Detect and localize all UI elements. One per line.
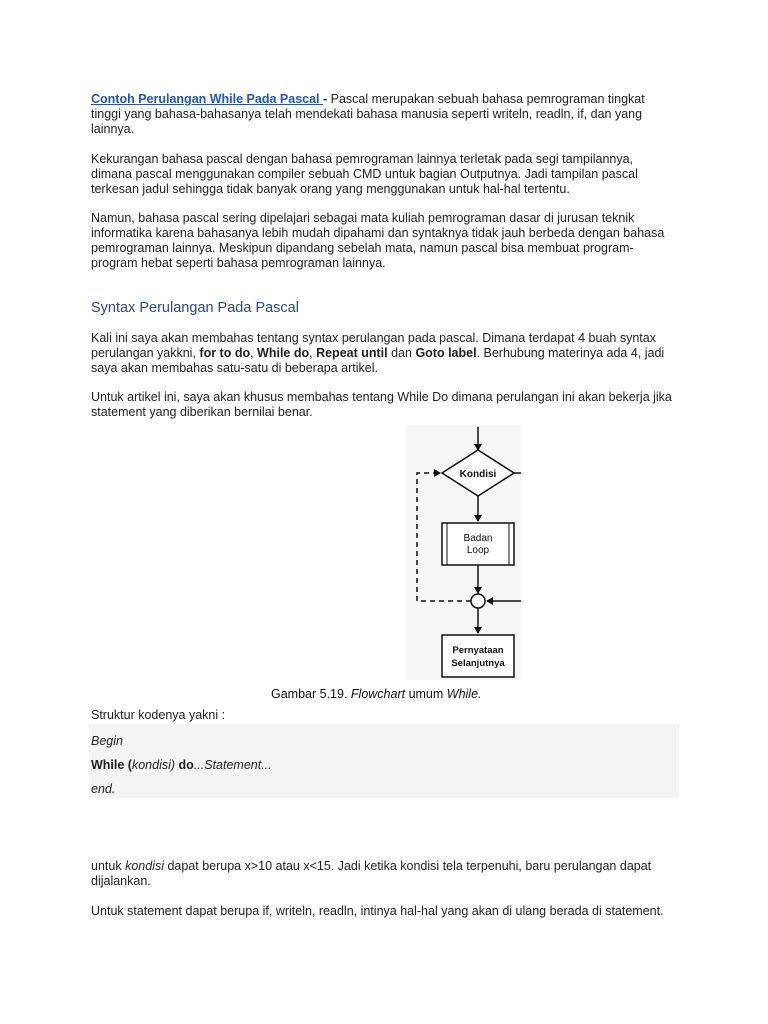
paragraph-syntax	[91, 331, 671, 376]
text-fragment: ,	[250, 346, 258, 360]
text-fragment: untuk	[91, 859, 126, 873]
text-fragment: dapat berupa x>10 atau x<15. Jadi ketika kondisi tela terpenuhi, baru perulangan dapat dijalankan.	[91, 859, 652, 888]
paragraph-namun: Namun, bahasa pascal sering dipelajari sebagai mata kuliah pemrograman dasar di jurusan teknik informatika karena bahasanya lebih mudah dipahami dan syntaknya tidak jauh berbeda dengan bahasa pemrograman lainnya. Meskipun dipandang sebelah mata, namun pascal bisa membuat program-program hebat seperti bahasa pemrograman lainnya.	[91, 211, 665, 270]
keyword-while-do: While do	[257, 346, 310, 360]
code-keyword-while: While (	[91, 758, 132, 772]
paragraph-while-do: Untuk artikel ini, saya akan khusus membahas tentang While Do dimana perulangan ini akan bekerja jika statement yang diberikan bernilai benar.	[91, 390, 672, 419]
code-line-while	[91, 758, 272, 773]
paragraph-kekurangan: Kekurangan bahasa pascal dengan bahasa pemrograman lainnya terletak pada segi tampilannya, dimana pascal menggunakan compiler sebuah CMD untuk bagian Outputnya. Jadi tampilan pascal terkesan jadul sehingga tidak banyak orang yang menggunakan untuk hal-hal tertentu.	[91, 152, 638, 196]
keyword-goto-label: Goto label	[415, 346, 477, 360]
caption-italic-flowchart: Flowchart	[350, 687, 406, 701]
paragraph-statement: Untuk statement dapat berupa if, writeln, readln, intinya hal-hal yang akan di ulang berada di statement.	[91, 904, 664, 918]
caption-middle: umum	[405, 687, 447, 701]
code-statement: ...Statement...	[193, 758, 272, 772]
condition-label: Kondisi	[459, 469, 497, 480]
intro-paragraph	[91, 92, 671, 137]
intro-separator: -	[323, 92, 331, 106]
paragraph-kondisi	[91, 859, 681, 889]
code-line-end: end.	[91, 782, 116, 796]
next-statement-label-1: Pernyataan	[452, 645, 504, 656]
keyword-repeat-until: Repeat until	[316, 346, 388, 360]
caption-italic-while: While.	[446, 687, 482, 701]
text-fragment: ,	[309, 346, 317, 360]
code-keyword-do: do	[178, 758, 194, 772]
text-italic-kondisi: kondisi	[125, 859, 164, 873]
intro-text: Pascal merupakan sebuah bahasa pemrograman tingkat tinggi yang bahasa-bahasanya telah mendekati bahasa manusia seperti writeln, readln, if, dan yang lainnya.	[91, 92, 645, 136]
code-condition: kondisi)	[131, 758, 176, 772]
structure-label: Struktur kodenya yakni :	[91, 708, 226, 722]
loop-body-label-1: Badan	[463, 533, 493, 544]
next-statement-box	[442, 635, 514, 677]
article-title-link[interactable]: Contoh Perulangan While Pada Pascal	[91, 92, 323, 106]
next-statement-label-2: Selanjutnya	[451, 658, 505, 669]
text-fragment: Kali ini saya akan membahas tentang syntax perulangan pada pascal. Dimana terdapat 4 buah syntax perulangan yakkni,	[91, 331, 656, 360]
text-fragment: . Berhubung materinya ada 4, jadi saya akan membahas satu-satu di beberapa artikel.	[91, 346, 665, 375]
loop-body-label-2: Loop	[466, 545, 490, 556]
caption-prefix: Gambar 5.19.	[271, 687, 351, 701]
code-block	[89, 724, 679, 798]
while-flowchart-figure	[321, 425, 521, 680]
keyword-for-to-do: for to do	[199, 346, 251, 360]
junction-circle	[471, 594, 485, 608]
flowchart-diagram	[321, 425, 521, 680]
loop-body-box	[442, 523, 514, 565]
figure-caption	[271, 687, 482, 702]
code-line-begin: Begin	[91, 734, 123, 748]
section-heading: Syntax Perulangan Pada Pascal	[91, 300, 299, 316]
text-fragment: dan	[387, 346, 416, 360]
